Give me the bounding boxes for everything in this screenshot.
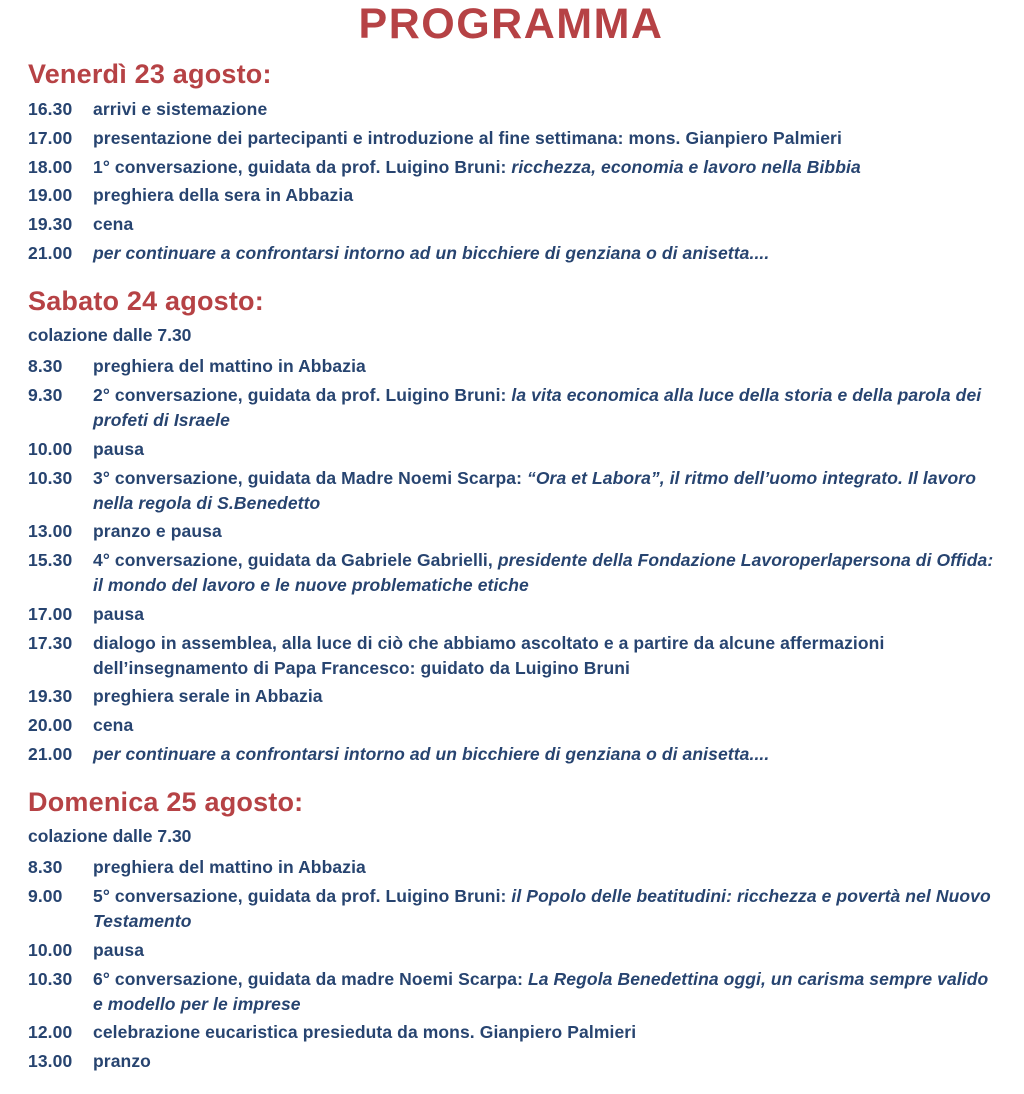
- event-text: 3° conversazione, guidata da Madre Noemi Scarpa:: [93, 467, 527, 488]
- schedule-row: [28, 938, 994, 963]
- schedule-row: [28, 884, 994, 934]
- time-label: 9.00: [28, 886, 63, 907]
- event-description: [93, 967, 994, 1017]
- page-title: PROGRAMMA: [358, 0, 664, 48]
- day-section: [28, 60, 994, 266]
- schedule-row: [28, 1020, 994, 1045]
- event-text: celebrazione eucaristica presieduta da mons. Gianpiero Palmieri: [93, 1022, 637, 1043]
- event-description: [93, 631, 994, 681]
- schedule-row: [28, 126, 994, 151]
- event-description: [93, 855, 994, 880]
- time-label: 8.30: [28, 356, 63, 377]
- schedule-row: [28, 742, 994, 767]
- time-label: 17.30: [28, 632, 73, 653]
- schedule-row: [28, 155, 994, 180]
- time-label: 8.30: [28, 857, 63, 878]
- program-sections: [28, 60, 994, 1074]
- event-text: pranzo e pausa: [93, 521, 222, 542]
- event-description: [93, 155, 994, 180]
- schedule-row: [28, 437, 994, 462]
- event-description: [93, 548, 994, 598]
- time-label: 10.00: [28, 438, 73, 459]
- event-text-italic: “Ora et Labora”, il ritmo dell’uomo integrato. Il lavoro nella regola di S.Benedetto: [93, 467, 976, 513]
- event-text: pausa: [93, 603, 145, 624]
- time-label: 17.00: [28, 127, 73, 148]
- schedule-row: [28, 383, 994, 433]
- time-label: 21.00: [28, 243, 73, 264]
- event-text: 5° conversazione, guidata da prof. Luigino Bruni:: [93, 886, 512, 907]
- time-label: 17.00: [28, 603, 73, 624]
- event-description: [93, 383, 994, 433]
- time-label: 19.00: [28, 185, 73, 206]
- event-text: pausa: [93, 438, 145, 459]
- time-label: 12.00: [28, 1022, 73, 1043]
- event-text-italic: la vita economica alla luce della storia e della parola dei profeti di Israele: [93, 385, 982, 431]
- event-text-italic: La Regola Benedettina oggi, un carisma sempre valido e modello per le imprese: [93, 968, 989, 1014]
- event-text: preghiera del mattino in Abbazia: [93, 857, 366, 878]
- time-label: 16.30: [28, 98, 73, 119]
- day-section: [28, 788, 994, 1074]
- schedule-row: [28, 967, 994, 1017]
- schedule-row: [28, 183, 994, 208]
- schedule-row: [28, 212, 994, 237]
- event-description: [93, 1049, 994, 1074]
- schedule-row: [28, 684, 994, 709]
- event-description: [93, 519, 994, 544]
- day-heading: Venerdì 23 agosto:: [28, 59, 272, 90]
- day-heading: Domenica 25 agosto:: [28, 786, 304, 817]
- schedule-row: [28, 241, 994, 266]
- event-text: pausa: [93, 939, 145, 960]
- time-label: 10.30: [28, 467, 73, 488]
- schedule-row: [28, 1049, 994, 1074]
- time-label: 9.30: [28, 385, 63, 406]
- event-text: presentazione dei partecipanti e introduzione al fine settimana: mons. Gianpiero Palmieri: [93, 127, 842, 148]
- event-description: [93, 97, 994, 122]
- event-text: pranzo: [93, 1051, 151, 1072]
- day-section: [28, 287, 994, 767]
- event-text: cena: [93, 214, 134, 235]
- event-text: 6° conversazione, guidata da madre Noemi Scarpa:: [93, 968, 528, 989]
- event-text: preghiera del mattino in Abbazia: [93, 356, 366, 377]
- event-description: [93, 938, 994, 963]
- time-label: 18.00: [28, 156, 73, 177]
- event-description: [93, 742, 994, 767]
- event-text: preghiera serale in Abbazia: [93, 686, 323, 707]
- time-label: 20.00: [28, 715, 73, 736]
- event-description: [93, 602, 994, 627]
- schedule-row: [28, 631, 994, 681]
- schedule-row: [28, 466, 994, 516]
- time-label: 19.30: [28, 686, 73, 707]
- event-text: cena: [93, 715, 134, 736]
- event-description: [93, 437, 994, 462]
- day-subheading: colazione dalle 7.30: [28, 324, 192, 345]
- event-text-italic: il Popolo delle beatitudini: ricchezza e povertà nel Nuovo Testamento: [93, 886, 991, 932]
- event-description: [93, 126, 994, 151]
- schedule-row: [28, 548, 994, 598]
- event-description: [93, 713, 994, 738]
- schedule-row: [28, 602, 994, 627]
- time-label: 15.30: [28, 550, 73, 571]
- event-description: [93, 241, 994, 266]
- schedule-row: [28, 354, 994, 379]
- event-description: [93, 884, 994, 934]
- event-text-italic: per continuare a confrontarsi intorno ad un bicchiere di genziana o di anisetta....: [93, 243, 770, 264]
- day-heading: Sabato 24 agosto:: [28, 285, 264, 316]
- event-text: 1° conversazione, guidata da prof. Luigino Bruni:: [93, 156, 512, 177]
- event-text-italic: presidente della Fondazione Lavoroperlapersona di Offida: il mondo del lavoro e le nuove problematiche etiche: [93, 550, 994, 596]
- event-description: [93, 466, 994, 516]
- schedule-row: [28, 713, 994, 738]
- schedule-row: [28, 519, 994, 544]
- time-label: 10.00: [28, 939, 73, 960]
- event-description: [93, 354, 994, 379]
- event-text: 2° conversazione, guidata da prof. Luigino Bruni:: [93, 385, 512, 406]
- event-description: [93, 212, 994, 237]
- event-description: [93, 684, 994, 709]
- time-label: 13.00: [28, 1051, 73, 1072]
- time-label: 13.00: [28, 521, 73, 542]
- schedule-row: [28, 855, 994, 880]
- event-text: preghiera della sera in Abbazia: [93, 185, 354, 206]
- time-label: 21.00: [28, 744, 73, 765]
- event-text: dialogo in assemblea, alla luce di ciò che abbiamo ascoltato e a partire da alcune affermazioni dell’insegnamento di Papa Francesco: guidato da Luigino Bruni: [93, 632, 885, 678]
- event-text: arrivi e sistemazione: [93, 98, 268, 119]
- event-text-italic: ricchezza, economia e lavoro nella Bibbia: [511, 156, 861, 177]
- event-description: [93, 183, 994, 208]
- time-label: 19.30: [28, 214, 73, 235]
- day-subheading: colazione dalle 7.30: [28, 825, 192, 846]
- event-description: [93, 1020, 994, 1045]
- event-text: 4° conversazione, guidata da Gabriele Gabrielli,: [93, 550, 498, 571]
- event-text-italic: per continuare a confrontarsi intorno ad un bicchiere di genziana o di anisetta....: [93, 744, 770, 765]
- time-label: 10.30: [28, 968, 73, 989]
- schedule-row: [28, 97, 994, 122]
